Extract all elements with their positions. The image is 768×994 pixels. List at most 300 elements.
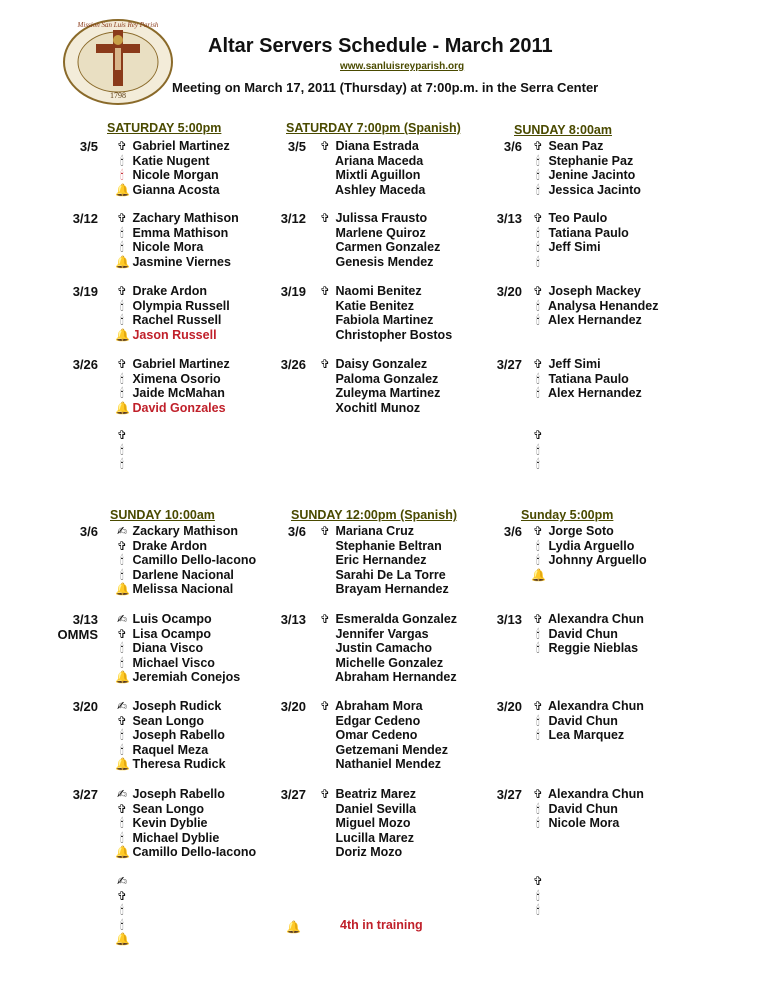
server-row	[115, 154, 230, 169]
candle-icon: 🕯	[120, 903, 124, 918]
server-row	[531, 816, 644, 831]
server-row	[531, 699, 644, 714]
server-row	[318, 743, 448, 758]
server-row	[318, 524, 449, 539]
server-name: Alexandra Chun	[545, 787, 644, 801]
candle-icon: 🕯	[536, 553, 540, 568]
server-row	[318, 553, 449, 568]
book-icon: ✍	[116, 699, 128, 713]
logo-years: 1798	[110, 91, 126, 100]
candle-icon: 🕯	[536, 442, 540, 457]
server-name: Justin Camacho	[332, 641, 433, 656]
server-name: Christopher Bostos	[332, 327, 453, 342]
section-title: SATURDAY 7:00pm (Spanish)	[286, 121, 461, 135]
server-name: Julissa Frausto	[332, 211, 428, 225]
candle-icon: 🕯	[536, 386, 540, 401]
server-name: David Chun	[545, 713, 618, 728]
cross-icon: ✞	[532, 139, 544, 153]
bell-icon: 🔔	[115, 400, 130, 415]
server-row	[531, 168, 641, 183]
entry-date: 3/26	[72, 357, 98, 372]
cross-icon: ✞	[532, 357, 544, 371]
server-row	[115, 539, 256, 554]
cross-icon: ✞	[532, 524, 544, 538]
candle-icon: 🕯	[536, 254, 540, 269]
server-name: Tatiana Paulo	[545, 371, 629, 386]
server-row	[115, 443, 129, 458]
entry-date: 3/19	[280, 284, 306, 299]
server-name: Abraham Mora	[332, 699, 423, 713]
server-row	[318, 240, 440, 255]
website-link[interactable]: www.sanluisreyparish.org	[340, 61, 465, 72]
server-row	[115, 357, 230, 372]
logo-text: Mission San Luis Rey Parish	[77, 21, 159, 29]
server-row	[115, 428, 129, 443]
server-name: Nicole Mora	[545, 816, 620, 831]
server-row	[115, 699, 226, 714]
candle-icon: 🕯	[120, 655, 124, 670]
server-name: Jaide McMahan	[129, 386, 225, 401]
server-row	[115, 757, 226, 772]
server-name: Ariana Maceda	[332, 153, 424, 168]
server-name: Xochitl Munoz	[332, 400, 421, 415]
cross-icon: ✞	[116, 211, 128, 225]
server-name: Luis Ocampo	[129, 612, 212, 626]
server-name: Daisy Gonzalez	[332, 357, 428, 371]
cross-icon: ✞	[319, 139, 331, 153]
server-row	[531, 903, 545, 918]
cross-icon: ✞	[116, 357, 128, 371]
server-name: Joseph Rudick	[129, 699, 222, 713]
server-name: Zackary Mathison	[129, 524, 239, 538]
candle-icon: 🕯	[536, 816, 540, 831]
server-row	[318, 539, 449, 554]
candle-icon: 🕯	[120, 240, 124, 255]
candle-icon: 🕯	[120, 168, 124, 183]
server-row	[531, 313, 658, 328]
cross-icon: ✞	[116, 713, 128, 728]
legend	[286, 918, 423, 936]
server-row	[318, 728, 448, 743]
server-name: Jorge Soto	[545, 524, 614, 538]
cross-icon: ✞	[116, 801, 128, 816]
bell-icon: 🔔	[115, 327, 130, 342]
server-row	[318, 568, 449, 583]
candle-icon: 🕯	[120, 567, 124, 582]
cross-icon: ✞	[116, 538, 128, 553]
server-name: Alex Hernandez	[545, 313, 642, 328]
server-name: Reggie Nieblas	[545, 641, 639, 656]
candle-icon: 🕯	[536, 903, 540, 918]
bell-icon: 🔔	[115, 845, 130, 860]
meeting-notice: Meeting on March 17, 2011 (Thursday) at 7:00p.m. in the Serra Center	[172, 80, 599, 95]
server-name: Jennifer Vargas	[332, 626, 429, 641]
parish-logo	[62, 18, 174, 106]
entry-date: 3/13	[496, 612, 522, 627]
server-name: Camillo Dello-Iacono	[129, 845, 257, 860]
server-row	[115, 743, 226, 758]
server-row	[531, 539, 647, 554]
candle-icon: 🕯	[536, 713, 540, 728]
server-row	[318, 168, 425, 183]
server-name: Fabiola Martinez	[332, 313, 434, 328]
server-name: Ximena Osorio	[129, 371, 221, 386]
server-row	[115, 240, 239, 255]
server-row	[115, 641, 240, 656]
server-name: Zuleyma Martinez	[332, 386, 441, 401]
entry-date: 3/13	[280, 612, 306, 627]
server-row	[115, 568, 256, 583]
server-row	[115, 139, 230, 154]
server-name: Gabriel Martinez	[129, 357, 230, 371]
server-row	[318, 299, 452, 314]
server-row	[115, 728, 226, 743]
server-row	[531, 139, 641, 154]
server-row	[318, 612, 457, 627]
server-name: David Chun	[545, 626, 618, 641]
server-name: Michael Visco	[129, 655, 215, 670]
server-name: Getzemani Mendez	[332, 742, 448, 757]
server-name: Edgar Cedeno	[332, 713, 421, 728]
server-name: Michael Dyblie	[129, 830, 220, 845]
server-row	[115, 553, 256, 568]
server-name: Camillo Dello-Iacono	[129, 553, 257, 568]
server-name: Michelle Gonzalez	[332, 655, 444, 670]
server-name: Esmeralda Gonzalez	[332, 612, 458, 626]
server-name: Lea Marquez	[545, 728, 625, 743]
entry-date: 3/27	[280, 787, 306, 802]
candle-icon: 🕯	[536, 626, 540, 641]
server-row	[318, 211, 440, 226]
server-row	[531, 457, 545, 472]
server-name: Jeff Simi	[545, 357, 601, 371]
book-icon: ✍	[116, 874, 128, 888]
candle-icon: 🕯	[120, 728, 124, 743]
server-name: Daniel Sevilla	[332, 801, 417, 816]
server-row	[318, 386, 440, 401]
server-name: Drake Ardon	[129, 284, 208, 298]
server-name: Jeff Simi	[545, 240, 601, 255]
server-name: Lucilla Marez	[332, 830, 414, 845]
server-name: Theresa Rudick	[129, 757, 226, 772]
entry-date: 3/27	[496, 357, 522, 372]
server-row	[531, 728, 644, 743]
cross-icon: ✞	[319, 699, 331, 713]
server-name: Abraham Hernandez	[332, 670, 457, 685]
server-name: Jessica Jacinto	[545, 182, 641, 197]
cross-icon: ✞	[532, 428, 544, 442]
server-row	[115, 183, 230, 198]
candle-icon: 🕯	[536, 168, 540, 183]
candle-icon: 🕯	[536, 371, 540, 386]
entry-date: 3/20	[72, 699, 98, 714]
server-row	[318, 714, 448, 729]
section-title: SUNDAY 12:00pm (Spanish)	[291, 508, 458, 522]
candle-icon: 🕯	[120, 313, 124, 328]
server-row	[115, 401, 230, 416]
server-name: Ashley Maceda	[332, 182, 426, 197]
server-name: Sean Longo	[129, 713, 204, 728]
entry-date: 3/6	[503, 139, 522, 154]
entry-date: 3/12	[280, 211, 306, 226]
server-name: Mixtli Aguillon	[332, 168, 421, 183]
server-name: Kevin Dyblie	[129, 816, 208, 831]
server-name: Genesis Mendez	[332, 254, 434, 269]
candle-icon: 🕯	[536, 240, 540, 255]
server-name: Sean Longo	[129, 801, 204, 816]
entry-date: 3/27	[496, 787, 522, 802]
server-row	[318, 757, 448, 772]
server-row	[531, 641, 644, 656]
server-row	[115, 802, 256, 817]
server-row	[531, 299, 658, 314]
server-name: Tatiana Paulo	[545, 225, 629, 240]
server-name: Marlene Quiroz	[332, 225, 426, 240]
server-name: Eric Hernandez	[332, 553, 427, 568]
server-name: Alexandra Chun	[545, 612, 644, 626]
server-name: David Chun	[545, 801, 618, 816]
server-name: Joseph Mackey	[545, 284, 641, 298]
bell-icon: 🔔	[115, 670, 130, 685]
candle-icon: 🕯	[536, 728, 540, 743]
candle-icon: 🕯	[120, 917, 124, 932]
server-name: David Gonzales	[129, 400, 226, 415]
server-row	[531, 211, 629, 226]
cross-icon: ✞	[532, 612, 544, 626]
server-row	[531, 226, 629, 241]
server-name: Jason Russell	[129, 327, 217, 342]
server-name: Jasmine Viernes	[129, 254, 231, 269]
server-name: Mariana Cruz	[332, 524, 414, 538]
entry-date: 3/13	[496, 211, 522, 226]
server-name: Naomi Benitez	[332, 284, 422, 298]
server-row	[531, 386, 642, 401]
entry-date: 3/6	[503, 524, 522, 539]
server-name: Nathaniel Mendez	[332, 757, 442, 772]
cross-icon: ✞	[319, 524, 331, 538]
server-row	[115, 845, 256, 860]
server-name: Sarahi De La Torre	[332, 567, 446, 582]
server-name: Johnny Arguello	[545, 553, 647, 568]
server-row	[115, 831, 256, 846]
server-row	[115, 226, 239, 241]
server-name: Olympia Russell	[129, 298, 230, 313]
server-row	[115, 386, 230, 401]
server-row	[531, 714, 644, 729]
server-name: Miguel Mozo	[332, 816, 411, 831]
bell-icon: 🔔	[115, 582, 130, 597]
server-row	[115, 627, 240, 642]
server-row	[531, 889, 545, 904]
cross-icon: ✞	[116, 139, 128, 153]
candle-icon: 🕯	[120, 816, 124, 831]
candle-icon: 🕯	[120, 641, 124, 656]
server-row	[115, 787, 256, 802]
entry-date: 3/20	[496, 284, 522, 299]
server-name: Joseph Rabello	[129, 728, 225, 743]
entry-date: 3/26	[280, 357, 306, 372]
server-name: Paloma Gonzalez	[332, 371, 439, 386]
page-title: Altar Servers Schedule - March 2011	[208, 35, 553, 57]
server-row	[115, 714, 226, 729]
candle-icon: 🕯	[120, 225, 124, 240]
server-name: Katie Nugent	[129, 153, 210, 168]
server-row	[531, 372, 642, 387]
server-name: Carmen Gonzalez	[332, 240, 441, 255]
bell-icon: 🔔	[115, 932, 130, 947]
cross-icon: ✞	[319, 211, 331, 225]
candle-icon: 🕯	[536, 225, 540, 240]
candle-icon: 🕯	[120, 386, 124, 401]
server-name: Diana Estrada	[332, 139, 419, 153]
server-row	[115, 313, 230, 328]
server-name: Alex Hernandez	[545, 386, 642, 401]
candle-icon: 🕯	[120, 371, 124, 386]
server-row	[531, 612, 644, 627]
server-row	[115, 582, 256, 597]
server-row	[531, 357, 642, 372]
server-name: Drake Ardon	[129, 538, 208, 553]
server-row	[318, 802, 416, 817]
server-name: Nicole Mora	[129, 240, 204, 255]
cross-icon: ✞	[116, 626, 128, 641]
server-name: Analysa Henandez	[545, 298, 659, 313]
server-name: Brayam Hernandez	[332, 582, 449, 597]
server-name: Emma Mathison	[129, 225, 229, 240]
server-row	[531, 154, 641, 169]
server-row	[115, 168, 230, 183]
server-name: Stephanie Beltran	[332, 538, 442, 553]
candle-icon: 🕯	[536, 182, 540, 197]
cross-icon: ✞	[532, 211, 544, 225]
candle-icon: 🕯	[120, 457, 124, 472]
server-row	[318, 656, 457, 671]
server-row	[531, 183, 641, 198]
server-row	[318, 627, 457, 642]
server-row	[115, 299, 230, 314]
cross-icon: ✞	[116, 284, 128, 298]
server-row	[318, 139, 425, 154]
server-row	[115, 816, 256, 831]
server-name: Alexandra Chun	[545, 699, 644, 713]
server-row	[318, 154, 425, 169]
server-row	[115, 524, 256, 539]
server-name: Jeremiah Conejos	[129, 670, 241, 685]
cross-icon: ✞	[319, 787, 331, 801]
server-name: Joseph Rabello	[129, 787, 225, 801]
cross-icon: ✞	[532, 874, 544, 888]
server-row	[115, 211, 239, 226]
server-name: Nicole Morgan	[129, 168, 219, 183]
server-name: Jenine Jacinto	[545, 168, 636, 183]
server-row	[531, 553, 647, 568]
server-row	[318, 255, 440, 270]
server-name: Teo Paulo	[545, 211, 608, 225]
candle-icon: 🕯	[536, 153, 540, 168]
server-row	[531, 240, 629, 255]
server-row	[318, 670, 457, 685]
server-row	[531, 874, 545, 889]
server-row	[115, 670, 240, 685]
server-name: Gianna Acosta	[129, 182, 220, 197]
book-icon: ✍	[116, 612, 128, 626]
bell-icon: 🔔	[286, 920, 301, 934]
server-name: Sean Paz	[545, 139, 604, 153]
server-row	[115, 903, 129, 918]
server-row	[531, 428, 545, 443]
bell-icon: 🔔	[115, 757, 130, 772]
book-icon: ✍	[116, 524, 128, 538]
candle-icon: 🕯	[120, 553, 124, 568]
server-row	[115, 918, 129, 933]
cross-icon: ✞	[319, 284, 331, 298]
server-row	[115, 612, 240, 627]
candle-icon: 🕯	[120, 298, 124, 313]
entry-date: 3/20	[496, 699, 522, 714]
server-row	[531, 568, 647, 583]
cross-icon: ✞	[532, 787, 544, 801]
server-row	[318, 372, 440, 387]
entry-date: 3/5	[79, 139, 98, 154]
candle-icon: 🕯	[536, 641, 540, 656]
entry-date: 3/5	[287, 139, 306, 154]
entry-date: 3/19	[72, 284, 98, 299]
server-row	[318, 699, 448, 714]
entry-date: 3/27	[72, 787, 98, 802]
server-name: Omar Cedeno	[332, 728, 418, 743]
server-name: Darlene Nacional	[129, 567, 234, 582]
server-name: Zachary Mathison	[129, 211, 239, 225]
server-row	[531, 627, 644, 642]
server-row	[115, 874, 129, 889]
server-row	[318, 816, 416, 831]
candle-icon: 🕯	[120, 153, 124, 168]
candle-icon: 🕯	[536, 888, 540, 903]
bell-icon: 🔔	[531, 567, 546, 582]
entry-date: 3/6	[287, 524, 306, 539]
server-row	[318, 183, 425, 198]
server-row	[318, 357, 440, 372]
server-name: Beatriz Marez	[332, 787, 417, 801]
entry-school: OMMS	[57, 627, 98, 642]
book-icon: ✍	[116, 787, 128, 801]
server-row	[531, 787, 644, 802]
candle-icon: 🕯	[536, 801, 540, 816]
cross-icon: ✞	[319, 612, 331, 626]
server-name: Doriz Mozo	[332, 845, 403, 860]
server-name: Melissa Nacional	[129, 582, 234, 597]
server-row	[318, 641, 457, 656]
server-row	[115, 656, 240, 671]
candle-icon: 🕯	[120, 830, 124, 845]
server-row	[318, 328, 452, 343]
server-row	[318, 845, 416, 860]
server-name: Raquel Meza	[129, 742, 209, 757]
server-row	[115, 457, 129, 472]
server-name: Lisa Ocampo	[129, 626, 211, 641]
server-name: Gabriel Martinez	[129, 139, 230, 153]
cross-icon: ✞	[319, 357, 331, 371]
bell-icon: 🔔	[115, 254, 130, 269]
server-row	[115, 255, 239, 270]
cross-icon: ✞	[116, 428, 128, 442]
server-row	[531, 524, 647, 539]
section-title: SATURDAY 5:00pm	[107, 121, 222, 135]
cross-icon: ✞	[116, 888, 128, 903]
server-row	[318, 831, 416, 846]
candle-icon: 🕯	[120, 742, 124, 757]
server-row	[318, 401, 440, 416]
